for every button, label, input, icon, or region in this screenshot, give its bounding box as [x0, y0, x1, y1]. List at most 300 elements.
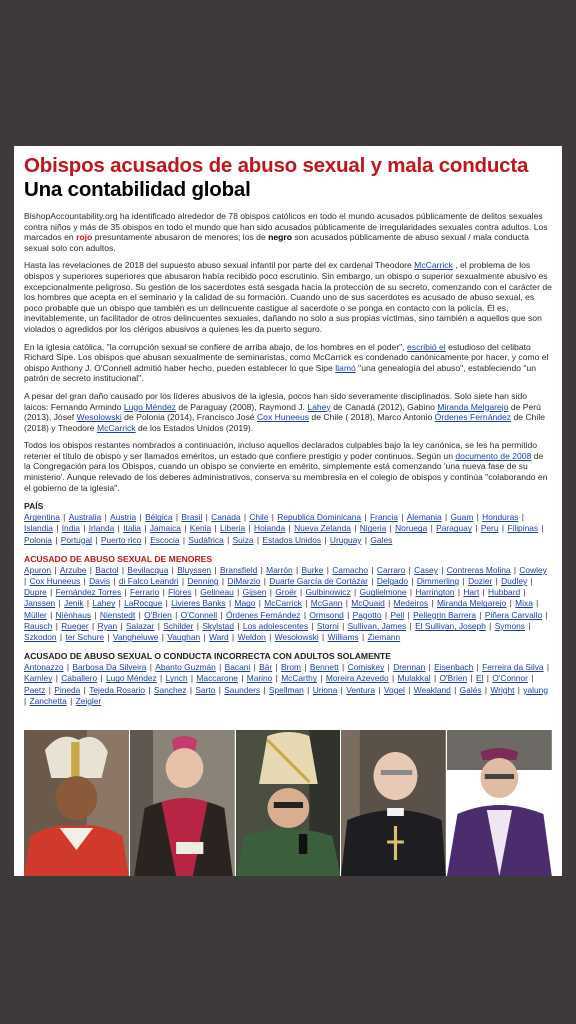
list-separator: | [194, 620, 202, 631]
list-separator: | [286, 523, 294, 534]
page-subtitle: Una contabilidad global [24, 178, 251, 201]
bishop-link[interactable]: O'Brien [144, 609, 172, 620]
list-separator: | [47, 609, 55, 620]
bishop-adult-link[interactable]: Bär [259, 662, 273, 673]
list-separator: | [187, 684, 195, 695]
country-link[interactable]: Gales [370, 534, 393, 545]
intro-text-a: BishopAccountability.org ha identificado alrededor de 78 obispos católicos en todo el mundo acusados públicamente de delitos sexuales contra niños y más de 35 obispos en todo el mundo que han sido acusados públicamente de irregularidades sexuales contra adultos. Los marcados en [24, 211, 548, 243]
adults-list [24, 662, 552, 707]
bishop-link[interactable]: Cox Huneeus [29, 576, 81, 587]
bishop-link[interactable]: Janssen [24, 598, 56, 609]
list-separator: | [302, 662, 309, 673]
list-separator: | [147, 662, 155, 673]
bishop-link[interactable]: Piñera Carvallo [484, 609, 543, 620]
country-link[interactable]: Chile [249, 512, 269, 523]
list-separator: | [385, 598, 393, 609]
bishop-link[interactable]: Müller [24, 609, 47, 620]
list-separator: | [111, 576, 118, 587]
list-separator: | [484, 673, 492, 684]
list-separator: | [212, 523, 220, 534]
list-separator: | [344, 609, 352, 620]
list-separator: | [267, 587, 275, 598]
photo-bishop-5 [447, 730, 552, 876]
bishop-adult-link[interactable]: Marino [246, 673, 273, 684]
country-link[interactable]: Holanda [254, 523, 286, 534]
bishop-link[interactable]: Órdenes Fernández [226, 609, 301, 620]
list-separator: | [201, 632, 209, 643]
bishop-link[interactable]: Pellegrin Barrera [413, 609, 477, 620]
country-link[interactable]: Kenia [189, 523, 212, 534]
list-separator: | [251, 662, 259, 673]
photo-bishop-3 [236, 730, 341, 876]
list-separator: | [438, 564, 446, 575]
list-separator: | [234, 620, 242, 631]
p4-text-h: de los Estados Unidos (2019). [135, 422, 254, 433]
list-separator: | [234, 587, 242, 598]
list-separator: | [301, 609, 309, 620]
document-page [14, 146, 562, 876]
countries-header: PAÍS [24, 501, 44, 512]
bishop-link[interactable]: Ward [209, 632, 229, 643]
list-separator: | [241, 512, 249, 523]
bishop-link[interactable]: Lahey [92, 598, 116, 609]
list-separator: | [216, 684, 224, 695]
list-separator: | [455, 587, 463, 598]
bishop-link[interactable]: Burke [301, 564, 324, 575]
bishop-link[interactable]: Cowley [519, 564, 547, 575]
country-link[interactable]: Filipinas [507, 523, 539, 534]
country-link[interactable]: Estados Unidos [262, 534, 322, 545]
list-separator: | [511, 564, 519, 575]
bishop-link[interactable]: Symons [494, 620, 525, 631]
list-separator: | [57, 632, 65, 643]
bishop-adult-link[interactable]: Mulakkal [397, 673, 431, 684]
bishop-adult-link[interactable]: Pineda [54, 684, 81, 695]
country-link[interactable]: Nueva Zelanda [294, 523, 351, 534]
paragraph-3 [24, 342, 552, 384]
bishop-link[interactable]: Harrington [415, 587, 455, 598]
p5-text-b: de la Congregación para los Obispos, cuando un obispo se convierte en emérito, simplemente está comenzando 'una nueva fase de su ministerio'. Aunque relevado de los deberes administrativos, conserva su membresía en el colegio de obispos y continúa "colaborando en el gobierno de la iglesia". [24, 450, 548, 493]
bishop-link[interactable]: Davis [89, 576, 111, 587]
list-separator: | [24, 695, 29, 706]
p4-text-d: de Perú (2013), Jósef [24, 401, 541, 423]
bishop-link[interactable]: Fernández Torres [55, 587, 122, 598]
list-separator: | [93, 534, 100, 545]
list-separator: | [116, 598, 124, 609]
bishop-adult-link[interactable]: Sanchez [153, 684, 187, 695]
link-ordenes-fernandez[interactable]: Órdenes Fernández [434, 412, 512, 423]
bishop-link[interactable]: El Sullivan, Joseph [415, 620, 486, 631]
bishop-link[interactable]: Nienstedt [99, 609, 136, 620]
country-link[interactable]: Italia [123, 523, 141, 534]
p3-text-c: "una genealogía del abuso", estableciendo "un patrón de secreto institucional". [24, 362, 536, 384]
bishop-adult-link[interactable]: Saunders [224, 684, 261, 695]
link-cox-huneeus[interactable]: Cox Huneeus [256, 412, 310, 423]
bishop-adult-link[interactable]: Bennett [309, 662, 339, 673]
bishop-adult-link[interactable]: Uriona [312, 684, 338, 695]
list-separator: | [273, 673, 281, 684]
list-separator: | [157, 673, 165, 684]
country-link[interactable]: Puerto rico [100, 534, 142, 545]
list-separator: | [297, 587, 305, 598]
bishop-link[interactable]: Duarte García de Cortázar [269, 576, 368, 587]
bishop-link[interactable]: di Falco Leandri [118, 576, 179, 587]
list-separator: | [362, 534, 370, 545]
list-separator: | [229, 632, 237, 643]
bishop-link[interactable]: Rausch [24, 620, 53, 631]
link-documento-2008[interactable]: documento de 2008 [455, 450, 532, 461]
bishop-link[interactable]: Flores [168, 587, 192, 598]
bishop-link[interactable]: O'Connell [180, 609, 218, 620]
country-link[interactable]: Suiza [232, 534, 254, 545]
country-link[interactable]: Canada [211, 512, 241, 523]
list-separator: | [56, 598, 64, 609]
list-separator: | [261, 576, 269, 587]
list-separator: | [472, 523, 480, 534]
bishop-adult-link[interactable]: Lugo Méndez [105, 673, 157, 684]
list-separator: | [192, 587, 200, 598]
list-separator: | [343, 598, 351, 609]
country-link[interactable]: Escocia [150, 534, 180, 545]
list-separator: | [544, 662, 550, 673]
country-link[interactable]: Polonia [24, 534, 52, 545]
list-separator: | [477, 609, 484, 620]
list-separator: | [238, 673, 246, 684]
bishop-adult-link[interactable]: O'Connor [492, 673, 528, 684]
bishop-adult-link[interactable]: O'Brien [439, 673, 468, 684]
bishop-adult-link[interactable]: Drennan [393, 662, 426, 673]
bishop-adult-link[interactable]: Tejeda Rosario [89, 684, 146, 695]
bishop-link[interactable]: DiMarzio [227, 576, 261, 587]
bishop-link[interactable]: Salazar [125, 620, 155, 631]
bishop-adult-link[interactable]: Ferreira da Silva [482, 662, 544, 673]
list-separator: | [155, 620, 163, 631]
bishop-adult-link[interactable]: Galés [459, 684, 482, 695]
list-separator: | [254, 534, 262, 545]
bishop-link[interactable]: Bactol [95, 564, 119, 575]
list-separator: | [507, 598, 515, 609]
bishop-link[interactable]: Gelineau [200, 587, 234, 598]
bishop-link[interactable]: Bluyssen [177, 564, 212, 575]
bishop-adult-link[interactable]: McCarthy [281, 673, 318, 684]
list-separator: | [385, 662, 393, 673]
list-separator: | [309, 620, 316, 631]
list-separator: | [442, 512, 450, 523]
list-separator: | [319, 632, 327, 643]
country-link[interactable]: Alemania [406, 512, 442, 523]
bishop-link[interactable]: Mixa [515, 598, 533, 609]
list-separator: | [474, 512, 482, 523]
link-lugo-mendez[interactable]: Lugo Méndez [123, 401, 176, 412]
bishop-link[interactable]: Mago [234, 598, 256, 609]
bishop-link[interactable]: Casey [414, 564, 438, 575]
bishop-adult-link[interactable]: Moreira Azevedo [325, 673, 389, 684]
list-separator: | [181, 523, 189, 534]
bishop-link[interactable]: LaRocque [124, 598, 163, 609]
p3-text-a: En la iglesia católica, "la corrupción sexual se confiere de arriba abajo, de los hombres en el poder", [24, 341, 408, 352]
list-separator: | [67, 695, 75, 706]
bishop-link[interactable]: Ferrario [129, 587, 160, 598]
p5-text-a: Todos los obispos restantes nombrados a continuación, incluso aquellos declarados culpables bajo la ley canónica, se les ha permitido retener el título de obispo y ser llamados eméritos, un estado que confiere prestigio y poder continuos. Según un [24, 440, 538, 461]
photo-bishop-4 [341, 730, 446, 876]
bishop-link[interactable]: McGann [310, 598, 343, 609]
bishop-link[interactable]: Skylstad [202, 620, 234, 631]
bishop-adult-link[interactable]: Lynch [165, 673, 188, 684]
country-link[interactable]: Liberia [220, 523, 246, 534]
p4-text-e: de Polonia (2014), Francisco José [121, 412, 257, 423]
bishop-link[interactable]: Dozier [468, 576, 493, 587]
list-separator: | [528, 576, 533, 587]
bishop-link[interactable]: Vangheluwe [112, 632, 159, 643]
bishop-link[interactable]: Los adolescentes [242, 620, 309, 631]
list-separator: | [53, 673, 61, 684]
bishop-adult-link[interactable]: Zanchetta [29, 695, 67, 706]
bishop-adult-link[interactable]: El [475, 673, 484, 684]
list-separator: | [81, 684, 89, 695]
bishop-adult-link[interactable]: Weakland [413, 684, 451, 695]
list-separator: | [269, 512, 277, 523]
p3-text-b: estudioso del celibato Richard Sipe. Los obispos que abusan sexualmente de seminaristas, como McCarrick es condenado canónicamente por hacer, y como el obispo Anthony J. O'Connell admitió haber hecho, pueden establecer lo que Sipe [24, 341, 549, 373]
list-separator: | [533, 598, 539, 609]
bishop-link[interactable]: Arzube [59, 564, 87, 575]
bishop-link[interactable]: Niënhaus [55, 609, 92, 620]
p4-text-c: de Canadá (2012), Gabino [330, 401, 438, 412]
bishop-adult-link[interactable]: Wright [490, 684, 515, 695]
p2-text-b: , el problema de los obispos y superiores superiores que abusaron había recibido poco escrutinio. Sin embargo, un obispo o superior sexualmente abusivo es excepcionalmente peligroso. Su gestión de los sacerdotes está sesgada hacia la protección de su secreto, comenzando con el carácter de los hombres que acepta en el seminario y la calidad de su formación. Cuando uno de sus sacerdotes es acusado de abuso sexual, es poco probable que un obispo que también es un delincuente castigue al sacerdote o se ponga en contacto con la policía. Él es, inevitablemente, un facilitador de otros delincuentes sexuales, dañando no solo a sus propias víctimas, sino también a aquellos que son violados o agredidos por los clérigos abusivos a quienes les da puerto seguro. [24, 260, 552, 334]
country-link[interactable]: Uruguay [329, 534, 362, 545]
bishop-link[interactable]: Ormsond [309, 609, 344, 620]
intro-paragraph [24, 211, 552, 253]
list-separator: | [539, 523, 544, 534]
list-separator: | [302, 598, 310, 609]
bishop-link[interactable]: Marrón [266, 564, 293, 575]
bishop-adult-link[interactable]: Bacani [224, 662, 251, 673]
list-separator: | [318, 673, 325, 684]
list-separator: | [405, 684, 413, 695]
list-separator: | [407, 620, 415, 631]
list-separator: | [246, 523, 254, 534]
list-separator: | [515, 684, 523, 695]
list-separator: | [409, 576, 416, 587]
country-link[interactable]: Francia [369, 512, 398, 523]
country-link[interactable]: India [61, 523, 80, 534]
list-separator: | [46, 684, 54, 695]
list-separator: | [137, 512, 145, 523]
list-separator: | [60, 512, 68, 523]
bishop-link[interactable]: Groër [275, 587, 297, 598]
bishop-link[interactable]: Weldon [237, 632, 266, 643]
bishop-link[interactable]: McQuaid [351, 598, 385, 609]
bishop-link[interactable]: Ziemann [367, 632, 401, 643]
link-escribio[interactable]: escribió el [407, 341, 446, 352]
list-separator: | [406, 564, 414, 575]
country-link[interactable]: Brasil [181, 512, 203, 523]
country-link[interactable]: Paraguay [436, 523, 472, 534]
bishop-link[interactable]: Szkodon [24, 632, 57, 643]
list-separator: | [460, 576, 468, 587]
list-separator: | [339, 662, 347, 673]
link-lahey[interactable]: Lahey [307, 401, 331, 412]
list-separator: | [218, 609, 225, 620]
country-link[interactable]: Jamaica [149, 523, 181, 534]
bishop-link[interactable]: Delgado [376, 576, 409, 587]
country-link[interactable]: Argentina [24, 512, 60, 523]
bishop-photo-strip [24, 730, 552, 876]
list-separator: | [102, 512, 110, 523]
bishop-link[interactable]: Dudley [501, 576, 528, 587]
list-separator: | [159, 632, 167, 643]
list-separator: | [160, 587, 168, 598]
link-mccarrick[interactable]: McCarrick [414, 260, 453, 271]
list-separator: | [169, 564, 177, 575]
bishop-link[interactable]: Williams [327, 632, 359, 643]
list-separator: | [389, 673, 397, 684]
intro-text-c: son acusados públicamente de abuso sexual / mala conducta sexual solo con adultos. [24, 232, 529, 253]
country-link[interactable]: Islandia [24, 523, 53, 534]
bishop-link[interactable]: Camacho [332, 564, 369, 575]
bishop-link[interactable]: Bevilacqua [127, 564, 169, 575]
intro-black-word: negro [268, 232, 292, 243]
country-link[interactable]: Honduras [482, 512, 519, 523]
country-link[interactable]: Peru [480, 523, 499, 534]
list-separator: | [431, 673, 439, 684]
bishop-link[interactable]: Ryan [97, 620, 118, 631]
bishop-adult-link[interactable]: Vogel [383, 684, 405, 695]
bishop-link[interactable]: Sullivan, James [347, 620, 407, 631]
country-link[interactable]: Austria [110, 512, 137, 523]
country-link[interactable]: Guam [450, 512, 474, 523]
list-separator: | [173, 512, 181, 523]
list-separator: | [87, 564, 95, 575]
list-separator: | [141, 523, 149, 534]
list-separator: | [293, 564, 301, 575]
photo-bishop-1 [24, 730, 129, 876]
list-separator: | [163, 598, 171, 609]
list-separator: | [359, 632, 367, 643]
bishop-link[interactable]: Bransfield [220, 564, 258, 575]
bishop-adult-link[interactable]: yalung [523, 684, 548, 695]
list-separator: | [451, 684, 459, 695]
list-separator: | [180, 534, 188, 545]
bishop-adult-link[interactable]: Ventura [346, 684, 376, 695]
p4-text-a: A pesar del gran daño causado por los líderes abusivos de la iglesia, pocos han sido severamente disciplinados. Solo siete han sido laicos: Fernando Armindo [24, 390, 528, 412]
country-link[interactable]: Bélgica [145, 512, 173, 523]
list-separator: | [80, 523, 88, 534]
list-separator: | [405, 609, 413, 620]
list-separator: | [322, 534, 329, 545]
list-separator: | [351, 523, 359, 534]
intro-red-word: rojo [76, 232, 93, 243]
link-miranda-melgarejo[interactable]: Miranda Melgarejo [437, 401, 509, 412]
list-separator: | [304, 684, 312, 695]
list-separator: | [521, 587, 526, 598]
bishop-link[interactable]: Gulbinowicz [305, 587, 351, 598]
bishop-link[interactable]: Wesołowski [274, 632, 319, 643]
bishop-adult-link[interactable]: Eisenbach [434, 662, 474, 673]
bishop-adult-link[interactable]: Comiskey [347, 662, 385, 673]
bishop-link[interactable]: Denning [187, 576, 219, 587]
bishop-link[interactable]: Pell [390, 609, 405, 620]
list-separator: | [543, 609, 548, 620]
bishop-link[interactable]: Dimmerling [416, 576, 460, 587]
list-separator: | [339, 620, 347, 631]
p4-text-b: de Paraguay (2008), Raymond J. [175, 401, 308, 412]
country-link[interactable]: Nigeria [359, 523, 387, 534]
adults-header: ACUSADO DE ABUSO SEXUAL O CONDUCTA INCORRECTA CON ADULTOS SOLAMENTE [24, 651, 391, 662]
country-link[interactable]: Portugal [60, 534, 92, 545]
list-separator: | [468, 673, 475, 684]
bishop-adult-link[interactable]: Spellman [268, 684, 304, 695]
paragraph-5 [24, 440, 552, 493]
bishop-link[interactable]: Livieres Banks [171, 598, 226, 609]
bishop-link[interactable]: Contreras Molina [446, 564, 511, 575]
list-separator: | [216, 662, 224, 673]
bishop-adult-link[interactable]: Sarto [195, 684, 216, 695]
bishop-link[interactable]: Miranda Melgarejo [436, 598, 507, 609]
bishop-link[interactable]: Carraro [376, 564, 406, 575]
bishop-link[interactable]: Hubbard [488, 587, 521, 598]
bishop-adult-link[interactable]: Antonazzo [24, 662, 64, 673]
bishop-link[interactable]: McCarrick [264, 598, 302, 609]
list-separator: | [53, 523, 61, 534]
list-separator: | [118, 620, 125, 631]
bishop-adult-link[interactable]: Caballero [61, 673, 98, 684]
bishop-link[interactable]: Dupre [24, 587, 47, 598]
minors-list [24, 565, 552, 643]
bishop-adult-link[interactable]: Paetz [24, 684, 46, 695]
bishop-adult-link[interactable]: Brom [281, 662, 302, 673]
bishop-link[interactable]: Apuron [24, 564, 52, 575]
bishop-link[interactable]: Rueger [61, 620, 89, 631]
list-separator: | [351, 587, 359, 598]
country-link[interactable]: Noruega [395, 523, 428, 534]
link-llamo[interactable]: llamó [335, 362, 356, 373]
list-separator: | [499, 523, 507, 534]
list-separator: | [474, 662, 482, 673]
paragraph-2 [24, 260, 552, 334]
link-wesolowski[interactable]: Wesolowski [76, 412, 122, 423]
bishop-adult-link[interactable]: Abanto Guzmán [155, 662, 216, 673]
link-mccarrick-2[interactable]: McCarrick [96, 422, 136, 433]
list-separator: | [64, 662, 72, 673]
bishop-adult-link[interactable]: Barbosa Da Silveira [72, 662, 147, 673]
list-separator: | [47, 587, 55, 598]
bishop-adult-link[interactable]: Karnley [24, 673, 53, 684]
bishop-link[interactable]: Vaughan [167, 632, 201, 643]
bishop-link[interactable]: Schilder [163, 620, 194, 631]
country-link[interactable]: Sudáfrica [188, 534, 224, 545]
list-separator: | [81, 576, 89, 587]
list-separator: | [368, 576, 376, 587]
list-separator: | [493, 576, 501, 587]
bishop-link[interactable]: Gijsen [242, 587, 267, 598]
bishop-link[interactable]: Medeiros [393, 598, 429, 609]
list-separator: | [179, 576, 187, 587]
bishop-link[interactable]: Guglielmone [359, 587, 407, 598]
bishop-adult-link[interactable]: Zeigler [75, 695, 102, 706]
bishop-link[interactable]: ter Schure [65, 632, 105, 643]
bishop-link[interactable]: Jenik [64, 598, 84, 609]
bishop-adult-link[interactable]: Maccarone [196, 673, 238, 684]
country-link[interactable]: Republica Dominicana [277, 512, 362, 523]
bishop-link[interactable]: Storni [316, 620, 339, 631]
list-separator: | [519, 512, 524, 523]
bishop-link[interactable]: Pagotto [352, 609, 382, 620]
list-separator: | [188, 673, 196, 684]
country-link[interactable]: Irlanda [88, 523, 115, 534]
bishop-link[interactable]: Hart [463, 587, 480, 598]
country-link[interactable]: Australia [68, 512, 102, 523]
